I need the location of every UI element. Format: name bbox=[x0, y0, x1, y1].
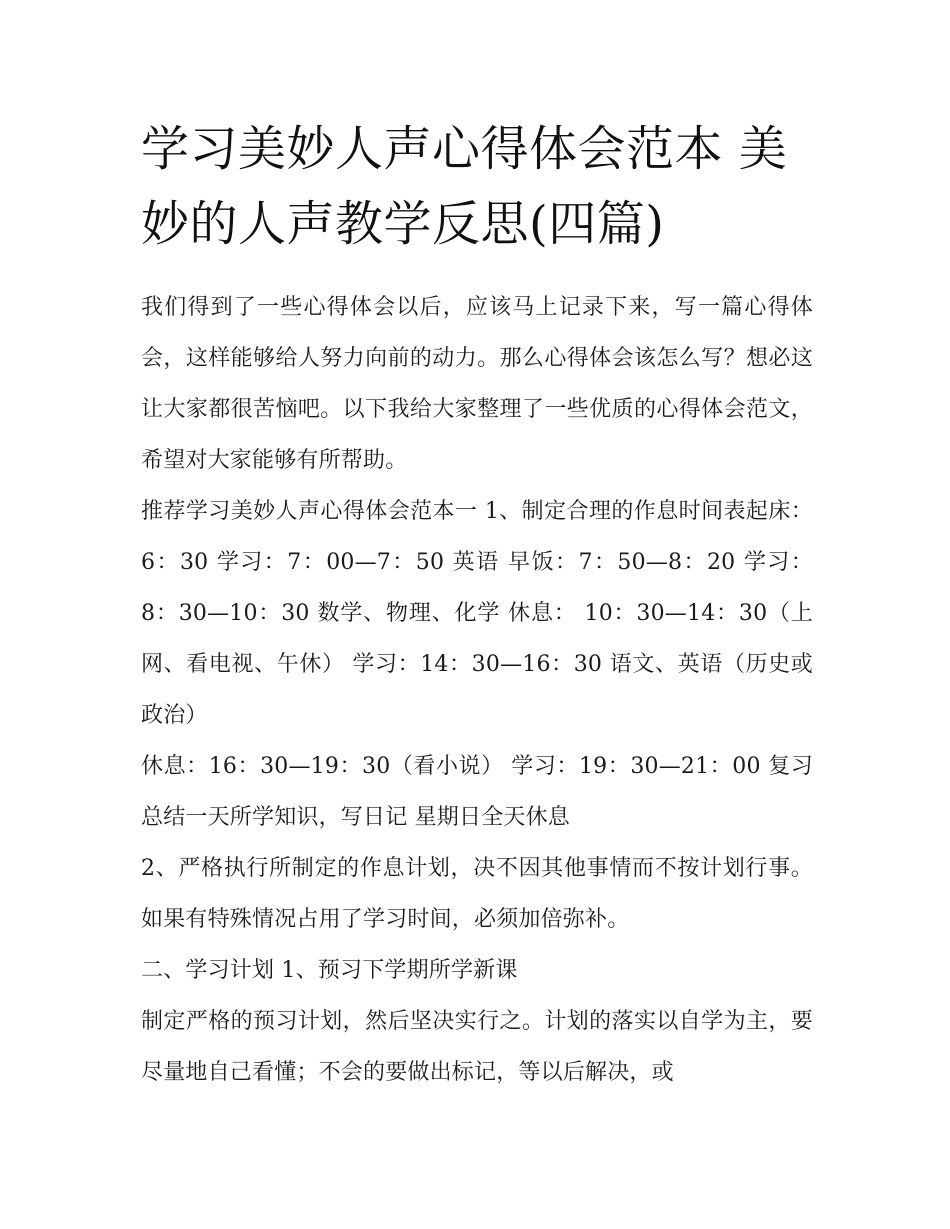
schedule-paragraph: 推荐学习美妙人声心得体会范本一 1、制定合理的作息时间表起床：6：30 学习：7：00—7：50 英语 早饭：7：50—8：20 学习：8：30—10：30 数学、物理、化学 休息： 10：30—14：30（上网、看电视、午休） 学习：14：30—16：30 语文、英语（历史或政治） bbox=[141, 499, 813, 728]
preview-plan-paragraph: 制定严格的预习计划，然后坚决实行之。计划的落实以自学为主，要尽量地自己看懂；不会的要做出标记，等以后解决，或 bbox=[141, 1009, 813, 1085]
rest-schedule-paragraph: 休息：16：30—19：30（看小说） 学习：19：30—21：00 复习总结一天所学知识，写日记 星期日全天休息 bbox=[141, 754, 813, 830]
document-title: 学习美妙人声心得体会范本 美妙的人声教学反思(四篇) bbox=[141, 121, 788, 252]
execution-paragraph: 2、严格执行所制定的作息计划，决不因其他事情而不按计划行事。如果有特殊情况占用了学习时间，必须加倍弥补。 bbox=[141, 856, 813, 932]
document-page bbox=[141, 112, 813, 1098]
section-heading-study-plan: 二、学习计划 1、预习下学期所学新课 bbox=[141, 958, 518, 983]
intro-paragraph: 我们得到了一些心得体会以后，应该马上记录下来，写一篇心得体会，这样能够给人努力向前的动力。那么心得体会该怎么写？想必这让大家都很苦恼吧。以下我给大家整理了一些优质的心得体会范文，希望对大家能够有所帮助。 bbox=[141, 295, 813, 473]
document-body bbox=[141, 282, 813, 1098]
